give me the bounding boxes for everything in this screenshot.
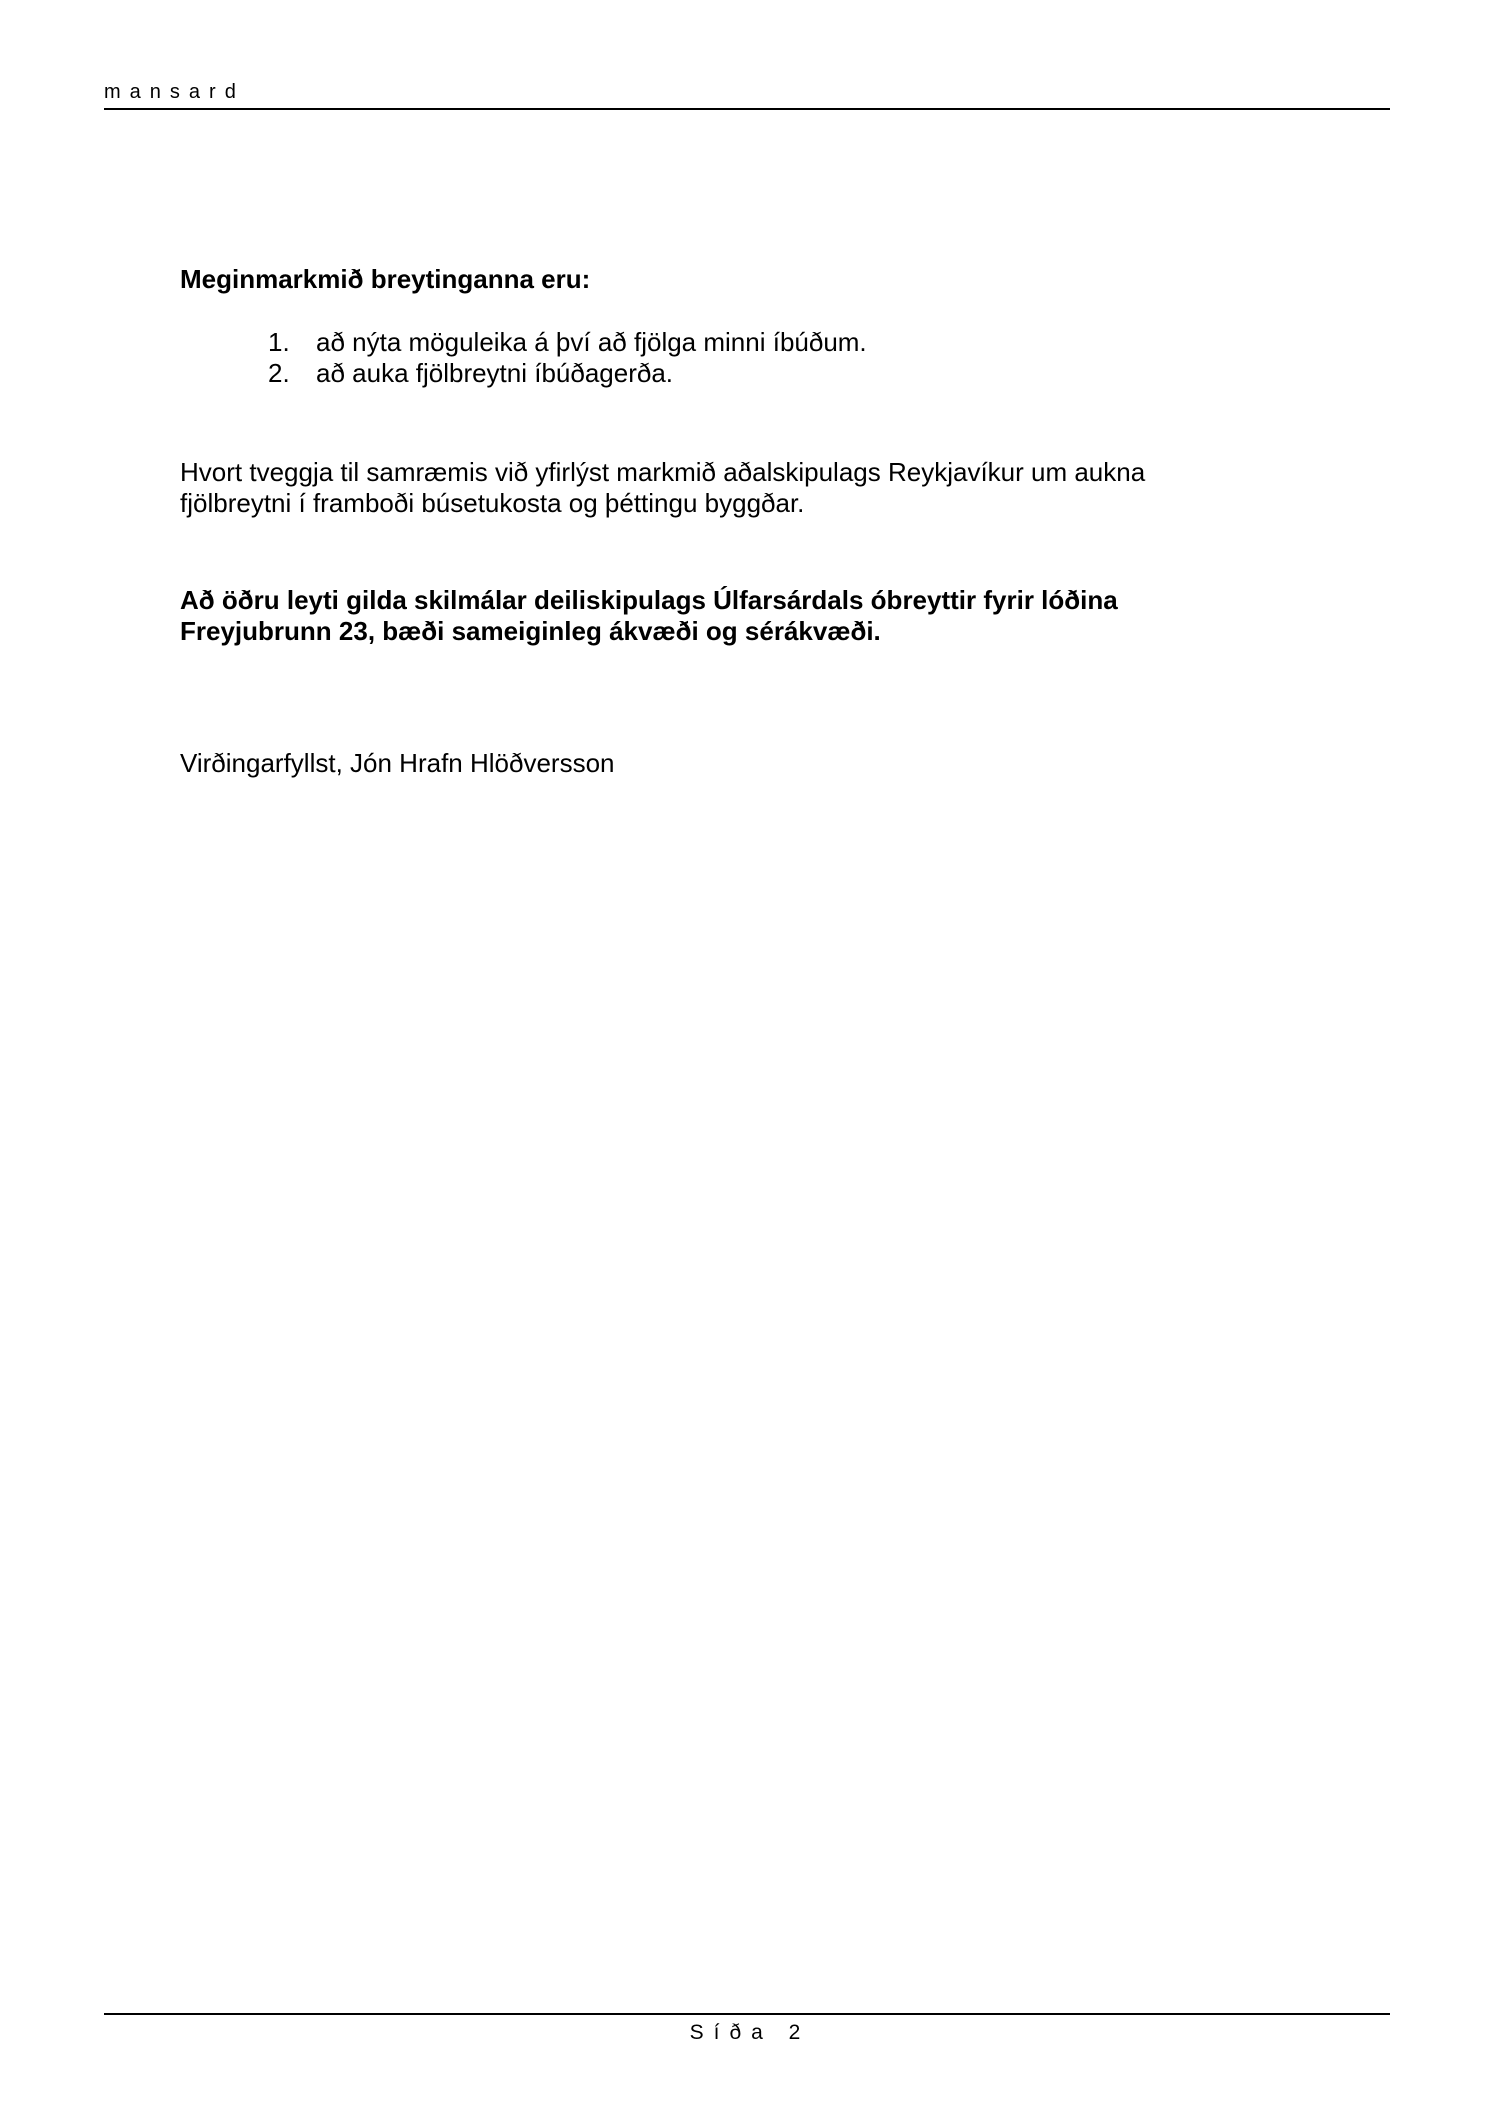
header-divider — [104, 108, 1390, 110]
signature: Virðingarfyllst, Jón Hrafn Hlöðversson — [180, 748, 615, 778]
list-item-text: að nýta möguleika á því að fjölga minni íbúðum. — [316, 327, 867, 357]
list-item-number: 2. — [268, 358, 290, 388]
consistency-paragraph — [180, 457, 1300, 519]
running-header: mansard — [104, 81, 245, 103]
section-heading: Meginmarkmið breytinganna eru: — [180, 264, 591, 294]
paragraph-line: Að öðru leyti gilda skilmálar deiliskipulags Úlfarsárdals óbreyttir fyrir lóðina — [180, 585, 1118, 615]
paragraph-line: Hvort tveggja til samræmis við yfirlýst markmið aðalskipulags Reykjavíkur um aukna — [180, 457, 1146, 487]
paragraph-line: Freyjubrunn 23, bæði sameiginleg ákvæði og sérákvæði. — [180, 616, 881, 646]
list-item — [268, 327, 867, 358]
list-item-text: að auka fjölbreytni íbúðagerða. — [316, 358, 674, 388]
list-item — [268, 358, 867, 389]
footer-divider — [104, 2013, 1390, 2015]
goals-list — [268, 327, 867, 389]
paragraph-line: fjölbreytni í framboði búsetukosta og þéttingu byggðar. — [180, 488, 805, 518]
list-item-number: 1. — [268, 327, 290, 357]
page-number: Síða 2 — [689, 2021, 811, 2044]
terms-paragraph — [180, 585, 1300, 647]
